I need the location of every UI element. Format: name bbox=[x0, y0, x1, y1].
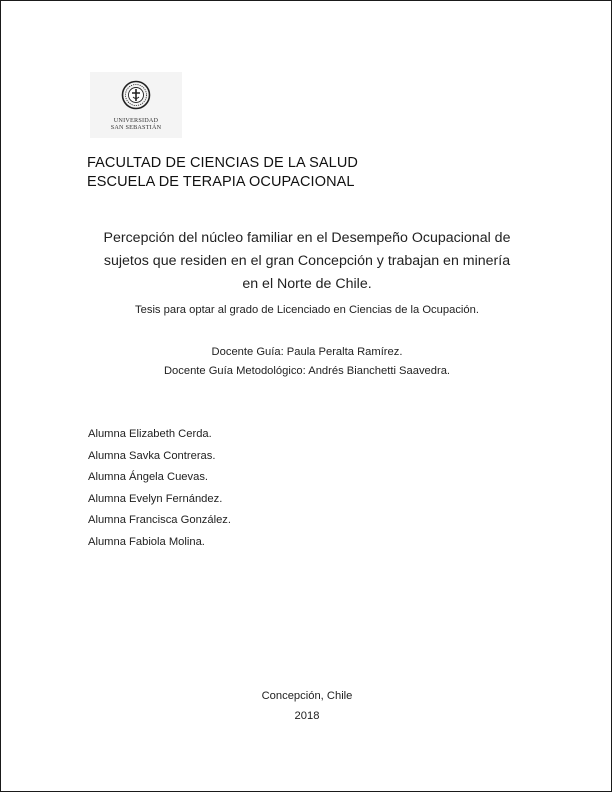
thesis-title bbox=[61, 227, 553, 296]
student-item: Alumna Fabiola Molina. bbox=[88, 535, 205, 548]
school-name: ESCUELA DE TERAPIA OCUPACIONAL bbox=[87, 174, 355, 190]
methodological-advisor: Docente Guía Metodológico: Andrés Bianchetti Saavedra. bbox=[163, 365, 451, 377]
university-logo bbox=[90, 72, 182, 138]
student-item: Alumna Francisca González. bbox=[88, 514, 232, 526]
guide-advisor: Docente Guía: Paula Peralta Ramírez. bbox=[211, 346, 403, 358]
year: 2018 bbox=[294, 710, 320, 722]
thesis-title-line: en el Norte de Chile. bbox=[242, 276, 372, 292]
institution-header bbox=[87, 154, 358, 192]
degree-statement: Tesis para optar al grado de Licenciado en Ciencias de la Ocupación. bbox=[135, 304, 479, 316]
logo-line-2: SAN SEBASTIÁN bbox=[110, 124, 162, 131]
logo-line-1: UNIVERSIDAD bbox=[113, 117, 159, 124]
student-item: Alumna Ángela Cuevas. bbox=[88, 471, 209, 483]
faculty-name: FACULTAD DE CIENCIAS DE LA SALUD bbox=[87, 155, 358, 171]
student-item: Alumna Evelyn Fernández. bbox=[88, 492, 223, 505]
thesis-title-line: sujetos que residen en el gran Concepción y trabajan en minería bbox=[103, 253, 511, 269]
footer-block bbox=[61, 686, 553, 726]
student-item: Alumna Savka Contreras. bbox=[88, 449, 216, 462]
university-crest-icon bbox=[121, 80, 151, 110]
thesis-title-line: Percepción del núcleo familiar en el Desempeño Ocupacional de bbox=[103, 230, 511, 246]
student-item: Alumna Elizabeth Cerda. bbox=[88, 428, 212, 440]
place: Concepción, Chile bbox=[261, 690, 353, 702]
advisors-block bbox=[61, 343, 553, 381]
students-list bbox=[88, 424, 231, 553]
